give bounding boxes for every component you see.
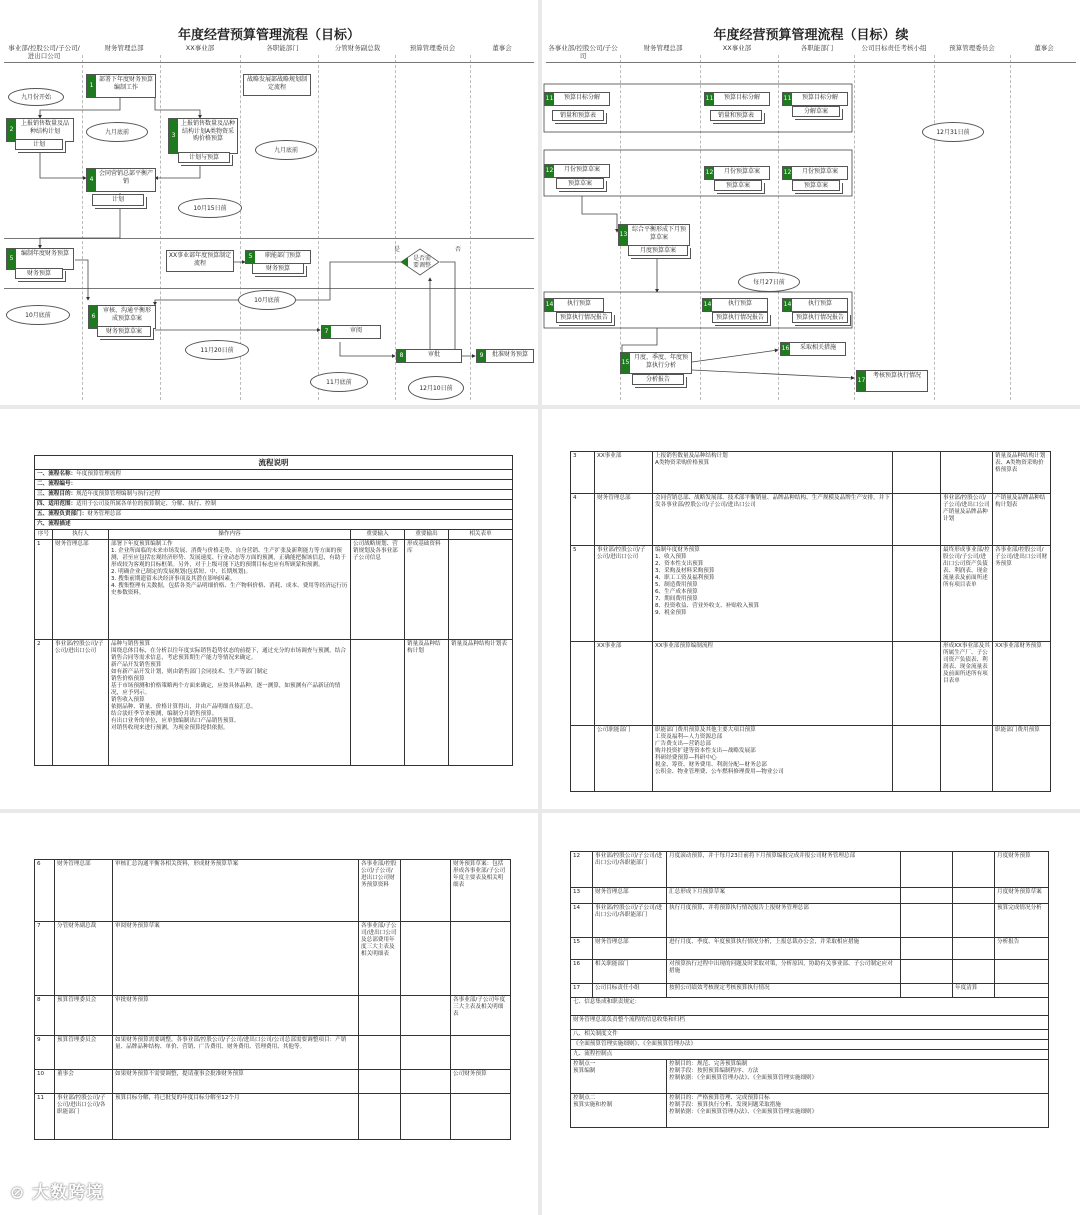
lane-header: 分管财务副总裁 [334,44,381,52]
lane-header: 事业部/控股公司/子公司/进出口公司 [8,44,80,60]
step-11-box: 11 预算目标分解 [704,92,770,106]
col-header: 重要输出 [405,530,449,540]
col-header: 重要输入 [351,530,405,540]
page-title: 年度经营预算管理流程（目标）续 [713,28,909,43]
step-3-box: 3 上报销售数量及品种结构计划A类物资采购价格预算 [168,118,238,154]
step-17-box: 17 考核预算执行情况 [856,370,928,392]
step-14-box: 14 执行预算 [544,298,604,312]
lane-header: XX事业部 [722,44,752,52]
step-12-doc: 预算草案 [556,178,604,189]
lane-header: 各职能部门 [266,44,299,52]
meta-row: 一、流程名称：年度预算管理流程 [35,470,513,480]
section-7-text: 财务管理总部负责整个流程的信息收集和归档 [571,1016,1049,1030]
step-5-dept-box: 5 职能部门预算 [245,250,311,264]
step-14-doc: 预算执行情况报告 [556,312,612,323]
deadline-oval: 10月底前 [6,305,70,325]
table-title: 流程说明 [35,456,513,470]
step-7-box: 7 审阅 [321,325,381,339]
table-row: XX事业部 XX事业部预算编制流程 形成XX事业部及其所属生产厂、子公司资产负债表、利润表、现金流量表及前面所述所有项目表单 XX事业部财务预算 [571,642,1051,726]
deadline-oval: 每月27日前 [738,272,800,292]
step-5-dept-doc: 财务预算 [252,263,304,274]
step-12-box: 12 月份预算草案 [544,164,610,178]
section-8-heading: 八、相关制度文件 [571,1030,1049,1040]
lane-header: 预算管理委员会 [409,44,456,52]
watermark-logo: ⊘ 大数跨境 [10,1183,105,1203]
step-14-doc: 预算执行情况报告 [712,312,768,323]
step-13-box: 13 综合平衡形成下月预算草案 [618,224,690,246]
col-header: 执行人 [53,530,109,540]
table-row: 14 事业部/控股公司/子公司/进出口公司/各职能部门 执行月度预算，并将预算执行情况报告上报财务管理总部 预算完成情况分析 [571,904,1049,938]
flowchart-page-2 [542,0,1080,405]
meta-row: 五、流程负责部门：财务管理总部 [35,510,513,520]
control-point-1-name: 控制点一 预算编制 [571,1060,667,1094]
step-4-doc: 计划 [92,194,144,206]
process-description-page-1 [0,409,538,809]
deadline-oval: 12月31日前 [922,122,984,142]
deadline-oval: 10月底前 [238,290,296,310]
section-9-heading: 九、流程控制点 [571,1050,1049,1060]
col-header: 操作内容 [109,530,351,540]
step-11-box: 11 预算目标分解 [782,92,848,106]
process-description-page-3 [0,813,538,1215]
section-7-heading: 七、信息集成和职责规定： [571,998,1049,1016]
step-3-doc: 计划与预算 [178,152,230,163]
col-header: 序号 [35,530,53,540]
table-row: 16 相关职能部门 对预算执行过程中出现的问题及时采取对策，分析原因，协助有关事业部、子公司制定应对措施 [571,960,1049,984]
step-12-doc: 预算草案 [792,180,840,191]
table-row: 3 XX事业部 上报销售数量及品种结构计划 A类物资采购价格预算 销量及品种结构计划表、A类物资采购价格预算表 [571,452,1051,494]
step-14-box: 14 执行预算 [782,298,848,312]
step-9-box: 9 批准财务预算 [476,349,534,363]
section-8-text: 《全面预算管理实施细则》、《全面预算管理办法》 [571,1040,1049,1050]
step-12-box: 12 月份预算草案 [782,166,848,180]
lane-header: 董事会 [1034,44,1054,52]
yes-label: 是 [394,246,401,253]
table-row: 13 财务管理总部 汇总形成下月预算草案 月度财务预算草案 [571,888,1049,904]
no-label: 否 [455,246,462,253]
link-icon: ⊘ [10,1183,26,1203]
step-1-box: 1 部署下年度财务预算编制工作 [86,74,156,98]
deadline-oval: 11月20日前 [185,340,249,360]
lane-header: 公司目标责任考核小组 [861,44,927,52]
table-row: 17 公司目标责任小组 按照公司绩效考核规定考核预算执行情况 年度清算 [571,984,1049,998]
lane-header: 预算管理委员会 [949,44,995,52]
meta-row: 六、流程描述 [35,520,513,530]
table-row: 6 财务管理总部 审核汇总沟通平衡各相关资料，形成财务预算草案 各事业部/控股公司/子公司/进出口公司财务预算资料 财务预算草案：包括形成各事业部/子公司年度主要表及相关明细表 [35,860,511,922]
step-2-box: 2 上报销售数量及品种结构计划 [6,118,74,142]
deadline-oval: 10月15日前 [178,198,242,218]
table-row: 1 财务管理总部 部署下年度预算编制工作 1. 企业所面临的未来市场发展、消费与价格走势、自身营销、生产扩张及新利能力等方面的预测，甚至应包括宏观经济形势、发展速度、行业动态等方面的预测，正确能把握该信息，有助于形成较为客观的目标框架。另外，对于上级可能下达的预期目标也应有所顾蒙和预测。 2. 明确企业已制定的发展规划(包括短、中、长期规划)。 3. 搜集前期遗留未决经济事项及其潜在影响因素。 4. 搜集整理有关数据，包括各类产品明细价格、生产物料价格、消耗、成本、费用等经济运行历史参数资料。 公司战略规划、营销规划及各事业部子公司信息 形成基础资料库 [35,540,513,640]
step-8-box: 8 审批 [396,349,462,363]
deadline-oval: 12月10日前 [408,376,464,400]
table-row: 12 事业部/控股公司/子公司/进出口公司/各职能部门 月度滚动预算，并于每月23日前将下月预算编报完成并报公司财务管理总部 月度财务预算 [571,852,1049,888]
lane-header: 各事业部/控股公司/子公司 [548,44,618,60]
table-row: 5 事业部/控股公司/子公司/进出口公司 编制年度财务预算 1、收入预算 2、资本性支出预算 3、采购及材料采购预算 4、职工工资及福利预算 5、制造费用预算 6、生产成本预算 7、期间费用预算 8、投资收益、营业外收支、补贴收入预算 9、税金预算 最终形成事业部/控股公司/子公司/进出口公司资产负债表、利润表、现金流量表及前面所述所有项目表单 各事业部/控股公司/子公司/进出口公司财务预算 [571,546,1051,642]
table-row: 8 预算管理委员会 审批财务预算 各事业部/子公司年度三大主表及相关明细表 [35,996,511,1036]
table-row: 公司职能部门 职能部门费用预算及其他主要大项目预算 工资及福利—人力资源总部 广告费支出—营销总部 购并投资扩建等资本性支出—战略发展部 科研经费预算—科研中心 税金、筹资、财务费用、利润分配—财务总部 公积金、物业管理费、公车燃料修理费用—物业公司 职能部门费用预算 [571,726,1051,792]
decision-label: 是否需要调整 [412,255,431,269]
process-table [570,451,1051,792]
table-row: 2 事业部/控股公司/子公司/进出口公司 品种与销售预算 围绕总体目标，在分析以往年度实际销售趋势状态的前提下，通过充分的市场调查与预测，结合销售合同等需求信息，考虑预算期生产能力等情况来确定。 新产品开发销售预算 如有新产品开发计划，则由销售部门会同技术、生产等部门制定 销售价格预算 基于市场预测和价格策略两个方面来确定，应按具体品种，逐一测算，如预测有产品新证的情况，应予列示。 销售收入预算 依据品种、销量、价格计算得出，并由产品明细直接汇总。 结合淡旺季节来预测，编制分月销售预算。 有出口业务的单位，应单独编制出口产品销售预算。 对销售收现来进行预测，为现金预算提供依据。 销量及品种结构计划 销量及品种结构计划表 [35,640,513,766]
table-row: 15 财务管理总部 进行月度、季度、年度预算执行情况分析，上报总裁办公会，并采取相应措施 分析报告 [571,938,1049,960]
control-point-2-text: 控制目的：严格预算管理、完成预算目标 控制手段：预算执行分析、发现问题采取措施 控制依据：《全面预算管理办法》、《全面预算管理实施细则》 [667,1094,1049,1128]
lane-header: XX事业部 [185,44,215,52]
control-point-1-text: 控制目的：规范、完善预算编制 控制手段：按照预算编制程序、方法 控制依据：《全面预算管理办法》、《全面预算管理实施细则》 [667,1060,1049,1094]
col-header: 相关表单 [449,530,513,540]
step-16-box: 16 采取相关措施 [780,342,846,356]
step-6-box: 6 审核、沟通平衡形成预算草案 [88,305,156,329]
step-11-box: 11 预算目标分解 [544,92,610,106]
deadline-oval: 九月底前 [86,122,148,142]
division-process-box: XX事业部年度预算制定流程 [166,250,234,272]
meta-row: 二、流程编号： [35,480,513,490]
step-11-doc: 分解草案 [792,106,840,117]
meta-row: 三、流程目的：规范年度预算管理编制与执行过程 [35,490,513,500]
deadline-oval: 11月底前 [310,372,368,392]
deadline-oval: 九月份开始 [8,88,64,106]
flowchart-page-1 [0,0,538,405]
step-15-doc: 分析报告 [632,374,684,385]
deadline-oval: 九月底前 [255,140,317,160]
table-row: 11 事业部/控股公司/子公司/进出口公司/各职能部门 预算目标分解，将已批复的年度目标分解至12个月 [35,1094,511,1140]
lane-header: 各职能部门 [800,44,834,52]
process-description-page-4 [542,813,1080,1215]
process-description-page-2 [542,409,1080,809]
step-2-doc: 计划 [15,139,63,150]
lane-header: 财务管理总部 [104,44,144,52]
flow-connectors [0,0,538,405]
meta-row: 四、适用范围：适用于公司及所属各单位的预算制定、分解、执行、控制 [35,500,513,510]
step-5-doc: 财务预算 [15,268,63,279]
table-row: 7 分管财务副总裁 审阅财务预算草案 各事业部/子公司/进出口公司及总部费用年度三大主表及相关明细表 [35,922,511,996]
step-12-doc: 预算草案 [714,180,762,191]
step-11-doc: 销量和预算表 [710,110,762,121]
table-row: 4 财务管理总部 会同营销总部、战略发展部、技术部平衡销量、品牌品种结构、生产规模及品牌生产安排，并下发各事业部/控股公司/子公司/进出口公司 事业部/控股公司/子公司/进出口公司产销量及品牌品种计划 产销量及品牌品种结构计划表 [571,494,1051,546]
step-5-box: 5 编制年度财务预算 [6,248,74,270]
step-11-doc: 销量和预算表 [552,110,604,121]
step-14-doc: 预算执行情况报告 [792,312,848,323]
step-4-box: 4 会同营销总部平衡产销 [86,168,156,192]
process-table [34,859,511,1140]
control-point-2-name: 控制点二 预算实施和控制 [571,1094,667,1128]
process-table [34,455,513,766]
step-15-box: 15 月度、季度、年度预算执行分析 [620,352,692,374]
step-13-doc: 月度预算草案 [628,245,688,256]
step-6-doc: 财务预算草案 [97,326,151,337]
page-title: 年度经营预算管理流程（目标） [177,28,360,43]
process-table [570,851,1049,1128]
table-row: 10 董事会 如果财务预算不需要调整，提请董事会批准财务预算 公司财务预算 [35,1070,511,1094]
lane-header: 财务管理总部 [643,44,683,52]
step-14-box: 14 执行预算 [702,298,768,312]
strategy-process-box: 战略发展部战略规划制定流程 [243,74,311,96]
step-12-box: 12 月份预算草案 [704,166,770,180]
table-row: 9 预算管理委员会 如果财务预算需要调整，各事业部/控股公司/子公司/进出口公司/公司总部需要调整项目：产销量、品牌品种结构、单价、营销、广告费用、财务费用、管理费用、其他等。 [35,1036,511,1070]
lane-header: 董事会 [492,44,512,52]
